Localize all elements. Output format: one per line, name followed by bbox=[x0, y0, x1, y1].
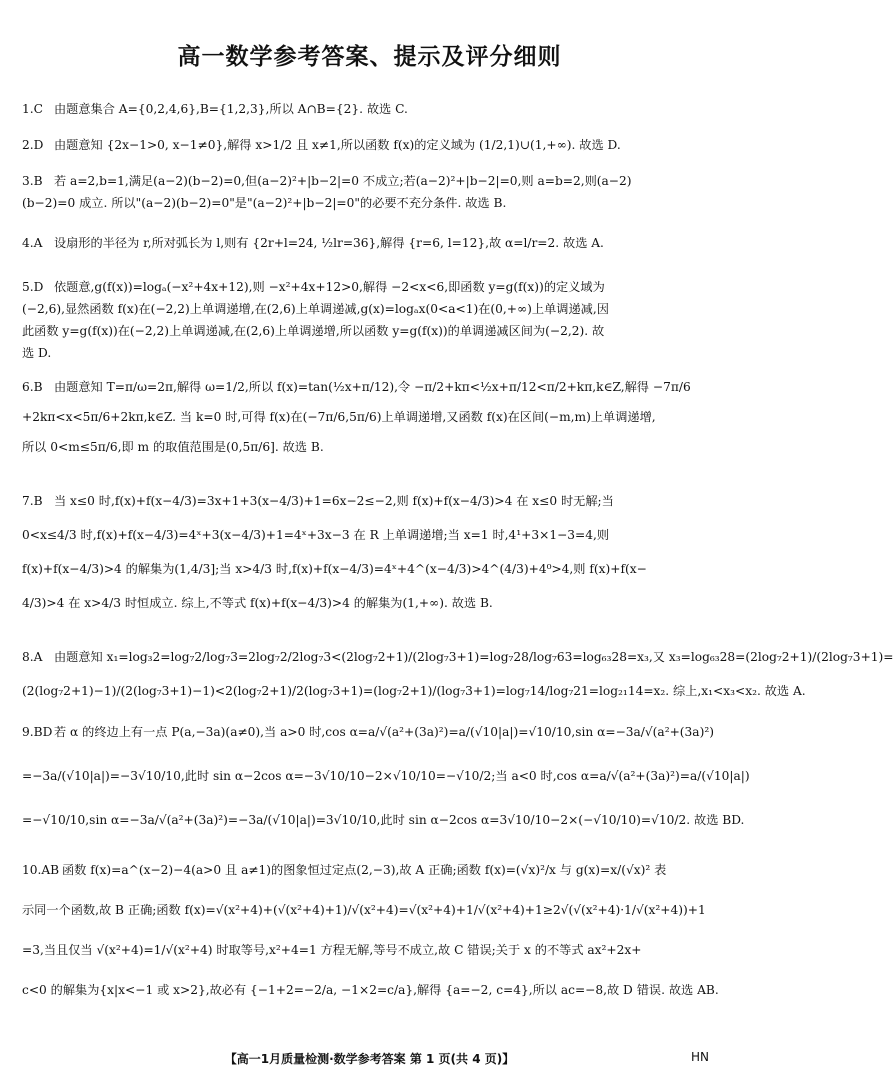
answer-item bbox=[22, 170, 722, 214]
answer-text: 选 D. bbox=[22, 346, 52, 360]
answer-text: (b−2)=0 成立. 所以"(a−2)(b−2)=0"是"(a−2)²+|b−2|=0"的必要不充分条件. 故选 B. bbox=[22, 196, 507, 210]
answer-text: 由题意知 x₁=log₃2=log₇2/log₇3=2log₇2/2log₇3<(2log₇2+1)/(2log₇3+1)=log₇28/log₇63=log₆₃28=x₃,又 x₃=log₆₃28=(2log₇2+1)/(2log₇3+1)= bbox=[54, 650, 894, 664]
answer-text: f(x)+f(x−4/3)>4 的解集为(1,4/3];当 x>4/3 时,f(x)+f(x−4/3)=4ˣ+4^(x−4/3)>4^(4/3)+4⁰>4,则 f(x)+f(x− bbox=[22, 562, 647, 576]
answer-text: =−3a/(√10|a|)=−3√10/10,此时 sin α−2cos α=−3√10/10−2×√10/10=−√10/2;当 a<0 时,cos α=a/√(a²+(3a)²)=a/(√10|a|) bbox=[22, 769, 750, 783]
answer-number: 5.D bbox=[22, 280, 44, 294]
answer-number: 3.B bbox=[22, 174, 43, 188]
answer-text: +2kπ<x<5π/6+2kπ,k∈Z. 当 k=0 时,可得 f(x)在(−7π/6,5π/6)上单调递增,又函数 f(x)在区间(−m,m)上单调递增, bbox=[22, 410, 656, 424]
answer-text: 由题意知 {2x−1>0, x−1≠0},解得 x>1/2 且 x≠1,所以函数 f(x)的定义域为 (1/2,1)∪(1,+∞). 故选 D. bbox=[54, 138, 621, 152]
answer-text: (−2,6),显然函数 f(x)在(−2,2)上单调递增,在(2,6)上单调递减,g(x)=logₐx(0<a<1)在(0,+∞)上单调递减,因 bbox=[22, 302, 609, 316]
page-footer: 【高一1月质量检测·数学参考答案 第 1 页(共 4 页)】 bbox=[224, 1052, 515, 1066]
answer-number: 1.C bbox=[22, 102, 43, 116]
answer-text: 由题意集合 A={0,2,4,6},B={1,2,3},所以 A∩B={2}. 故选 C. bbox=[54, 102, 408, 116]
answer-text: =−√10/10,sin α=−3a/√(a²+(3a)²)=−3a/(√10|a|)=3√10/10,此时 sin α−2cos α=3√10/10−2×(−√10/10)=√10/2. 故选 BD. bbox=[22, 813, 745, 827]
answer-text: c<0 的解集为{x|x<−1 或 x>2},故必有 {−1+2=−2/a, −1×2=c/a},解得 {a=−2, c=4},所以 ac=−8,故 D 错误. 故选 AB. bbox=[22, 983, 719, 997]
answer-number: 8.A bbox=[22, 650, 43, 664]
answer-number: 4.A bbox=[22, 236, 43, 250]
answer-number: 7.B bbox=[22, 494, 43, 508]
answer-text: =3,当且仅当 √(x²+4)=1/√(x²+4) 时取等号,x²+4=1 方程无解,等号不成立,故 C 错误;关于 x 的不等式 ax²+2x+ bbox=[22, 943, 642, 957]
answer-item bbox=[22, 134, 722, 156]
answer-text: 示同一个函数,故 B 正确;函数 f(x)=√(x²+4)+(√(x²+4)+1)/√(x²+4)=√(x²+4)+1/√(x²+4)+1≥2√(√(x²+4)·1/√(x²+4))+1 bbox=[22, 903, 706, 917]
answer-number: 2.D bbox=[22, 138, 44, 152]
answer-item bbox=[22, 640, 894, 708]
answer-number: 9.BD bbox=[22, 725, 53, 739]
answer-number: 10.AB bbox=[22, 863, 60, 877]
answer-text: 若 a=2,b=1,满足(a−2)(b−2)=0,但(a−2)²+|b−2|=0 不成立;若(a−2)²+|b−2|=0,则 a=b=2,则(a−2) bbox=[54, 174, 632, 188]
answer-item bbox=[22, 232, 722, 254]
answer-text: 此函数 y=g(f(x))在(−2,2)上单调递减,在(2,6)上单调递增,所以函数 y=g(f(x))的单调递减区间为(−2,2). 故 bbox=[22, 324, 605, 338]
answer-number: 6.B bbox=[22, 380, 43, 394]
answer-item bbox=[22, 850, 722, 1010]
region-code: HN bbox=[691, 1050, 709, 1064]
answer-text: 4/3)>4 在 x>4/3 时恒成立. 综上,不等式 f(x)+f(x−4/3)>4 的解集为(1,+∞). 故选 B. bbox=[22, 596, 493, 610]
answer-text: 所以 0<m≤5π/6,即 m 的取值范围是(0,5π/6]. 故选 B. bbox=[22, 440, 324, 454]
answer-text: 若 α 的终边上有一点 P(a,−3a)(a≠0),当 a>0 时,cos α=a/√(a²+(3a)²)=a/(√10|a|)=√10/10,sin α=−3a/√(a²+(3a)²) bbox=[54, 725, 714, 739]
answer-text: 依题意,g(f(x))=logₐ(−x²+4x+12),则 −x²+4x+12>0,解得 −2<x<6,即函数 y=g(f(x))的定义域为 bbox=[54, 280, 605, 294]
answer-text: 当 x≤0 时,f(x)+f(x−4/3)=3x+1+3(x−4/3)+1=6x−2≤−2,则 f(x)+f(x−4/3)>4 在 x≤0 时无解;当 bbox=[54, 494, 614, 508]
answer-item bbox=[22, 710, 750, 842]
answer-text: 由题意知 T=π/ω=2π,解得 ω=1/2,所以 f(x)=tan(½x+π/12),令 −π/2+kπ<½x+π/12<π/2+kπ,k∈Z,解得 −7π/6 bbox=[54, 380, 691, 394]
answer-item bbox=[22, 484, 722, 620]
answer-text: (2(log₇2+1)−1)/(2(log₇3+1)−1)<2(log₇2+1)/2(log₇3+1)=(log₇2+1)/(log₇3+1)=log₇14/log₇21=log₂₁14=x₂. 综上,x₁<x₃<x₂. 故选 A. bbox=[22, 684, 806, 698]
page-title: 高一数学参考答案、提示及评分细则 bbox=[177, 44, 562, 70]
answer-item bbox=[22, 98, 722, 120]
answer-text: 函数 f(x)=a^(x−2)−4(a>0 且 a≠1)的图象恒过定点(2,−3),故 A 正确;函数 f(x)=(√x)²/x 与 g(x)=x/(√x)² 表 bbox=[62, 863, 667, 877]
answer-text: 0<x≤4/3 时,f(x)+f(x−4/3)=4ˣ+3(x−4/3)+1=4ˣ+3x−3 在 R 上单调递增;当 x=1 时,4¹+3×1−3=4,则 bbox=[22, 528, 610, 542]
answer-text: 设扇形的半径为 r,所对弧长为 l,则有 {2r+l=24, ½lr=36},解得 {r=6, l=12},故 α=l/r=2. 故选 A. bbox=[54, 236, 604, 250]
answer-item bbox=[22, 372, 722, 462]
answer-item bbox=[22, 276, 722, 364]
